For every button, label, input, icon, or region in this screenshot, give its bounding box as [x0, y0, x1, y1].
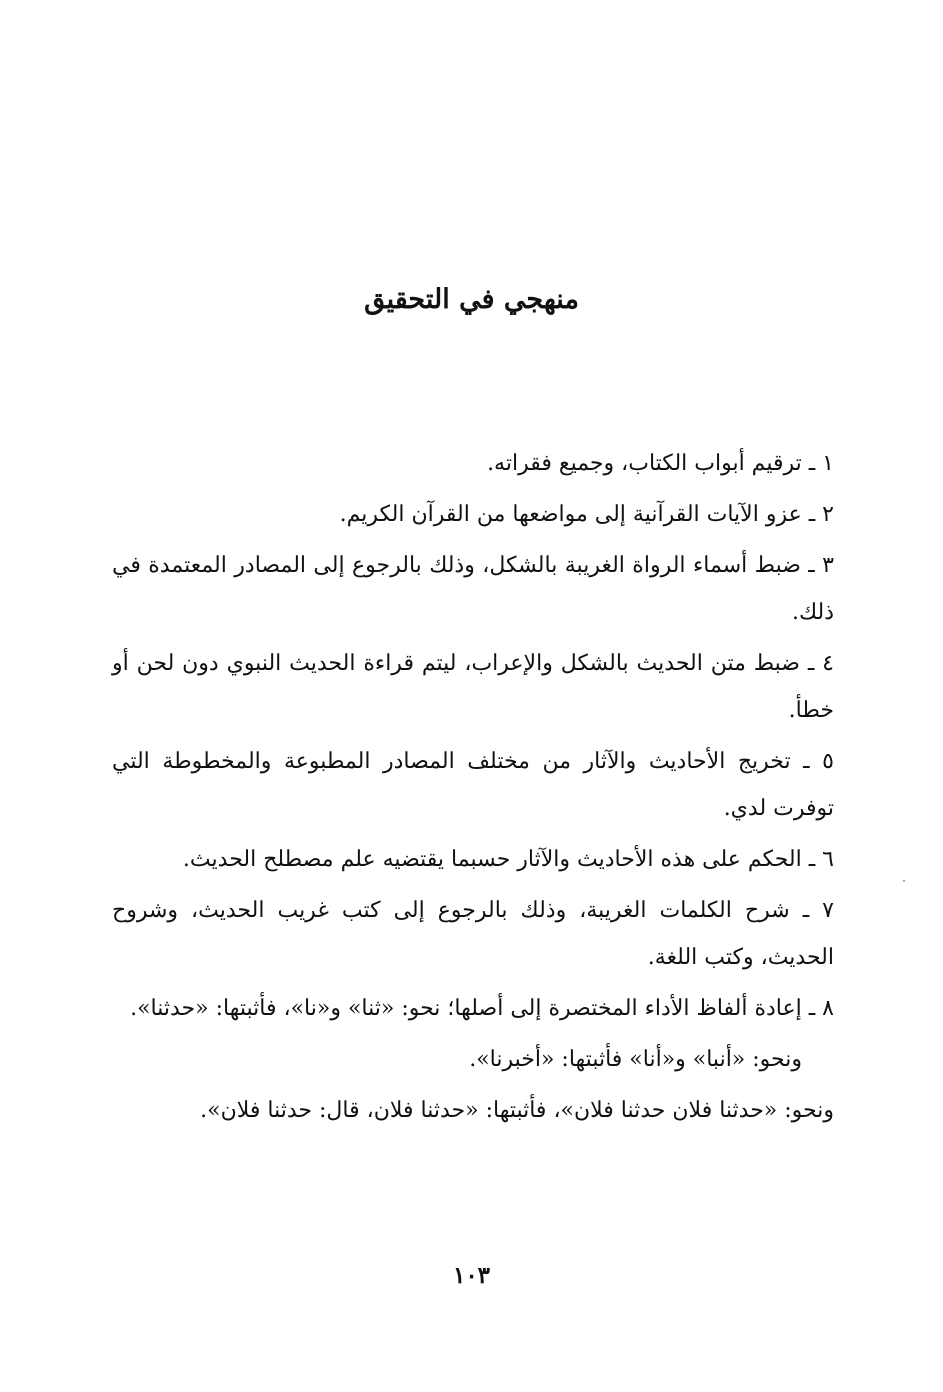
list-item-8-example-1: ونحو: «أنبا» و«أنا» فأثبتها: «أخبرنا».: [469, 1047, 802, 1072]
list-item-1: ١ ـ ترقيم أبواب الكتاب، وجميع فقراته.: [487, 451, 834, 476]
list-item-7: ٧ ـ شرح الكلمات الغريبة، وذلك بالرجوع إلى كتب غريب الحديث، وشروح الحديث، وكتب اللغة.: [112, 898, 834, 970]
list-item-8: ٨ ـ إعادة ألفاظ الأداء المختصرة إلى أصلها؛ نحو: «ثنا» و«نا»، فأثبتها: «حدثنا».: [130, 996, 834, 1021]
page-number: ١٠٣: [452, 1262, 491, 1289]
methodology-list: [112, 440, 834, 1138]
scan-speck: [903, 880, 905, 882]
list-item-5: ٥ ـ تخريج الأحاديث والآثار من مختلف المصادر المطبوعة والمخطوطة التي توفرت لدي.: [112, 749, 834, 821]
list-item-6: ٦ ـ الحكم على هذه الأحاديث والآثار حسبما يقتضيه علم مصطلح الحديث.: [182, 847, 834, 872]
page-title: منهجي في التحقيق: [364, 284, 579, 315]
list-item-2: ٢ ـ عزو الآيات القرآنية إلى مواضعها من القرآن الكريم.: [339, 502, 834, 527]
list-item-3: ٣ ـ ضبط أسماء الرواة الغريبة بالشكل، وذلك بالرجوع إلى المصادر المعتمدة في ذلك.: [112, 553, 834, 625]
list-item-8-example-2: ونحو: «حدثنا فلان حدثنا فلان»، فأثبتها: «حدثنا فلان، قال: حدثنا فلان».: [200, 1098, 834, 1123]
list-item-4: ٤ ـ ضبط متن الحديث بالشكل والإعراب، ليتم قراءة الحديث النبوي دون لحن أو خطأ.: [112, 651, 834, 723]
